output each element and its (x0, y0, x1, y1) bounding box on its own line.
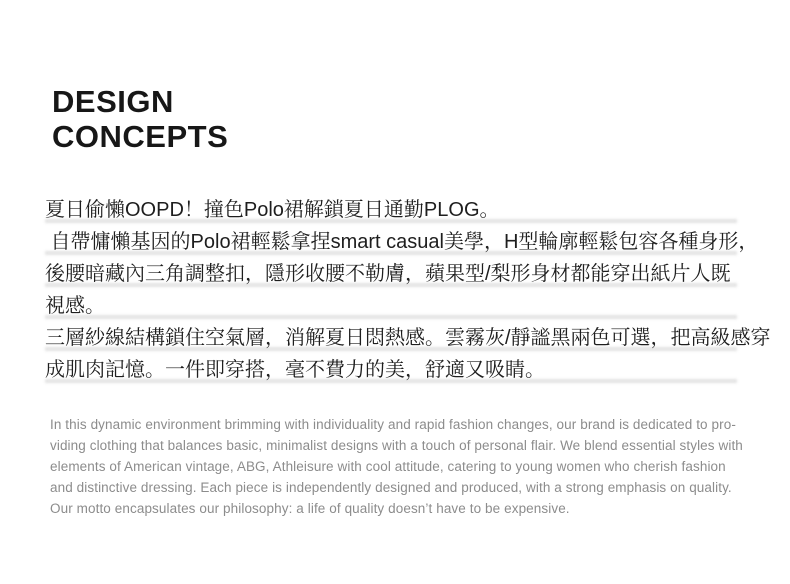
brand-statement (50, 414, 743, 519)
brand-statement-line: elements of American vintage, ABG, Athleisure with cool attitude, catering to young women who cherish fashion (50, 459, 726, 474)
intro-line: 後腰暗藏內三角調整扣，隱形收腰不勒膚，蘋果型/梨形身材都能穿出紙片人既 (45, 258, 745, 290)
product-intro-text (45, 194, 771, 386)
page-title-line-1: DESIGN (52, 84, 174, 119)
intro-line: 視感。 (45, 290, 745, 322)
intro-line: 三層紗線結構鎖住空氣層，消解夏日悶熱感。雲霧灰/靜謐黑兩色可選，把高級感穿 (45, 322, 745, 354)
brand-statement-line: In this dynamic environment brimming with individuality and rapid fashion changes, our brand is dedicated to pro- (50, 417, 736, 432)
page-title (52, 84, 790, 154)
brand-statement-line: Our motto encapsulates our philosophy: a life of quality doesn’t have to be expensive. (50, 501, 570, 516)
page-title-line-2: CONCEPTS (52, 119, 229, 154)
brand-statement-line: viding clothing that balances basic, minimalist designs with a touch of personal flair. We blend essential styles with (50, 438, 743, 453)
brand-statement-line: and distinctive dressing. Each piece is independently designed and produced, with a strong emphasis on quality. (50, 480, 732, 495)
intro-line: 成肌肉記憶。一件即穿搭，毫不費力的美，舒適又吸睛。 (45, 354, 745, 386)
intro-line: 夏日偷懶OOPD！撞色Polo裙解鎖夏日通勤PLOG。 (45, 194, 745, 226)
intro-line: 自帶慵懶基因的Polo裙輕鬆拿捏smart casual美學，H型輪廓輕鬆包容各種身形， (45, 226, 745, 258)
